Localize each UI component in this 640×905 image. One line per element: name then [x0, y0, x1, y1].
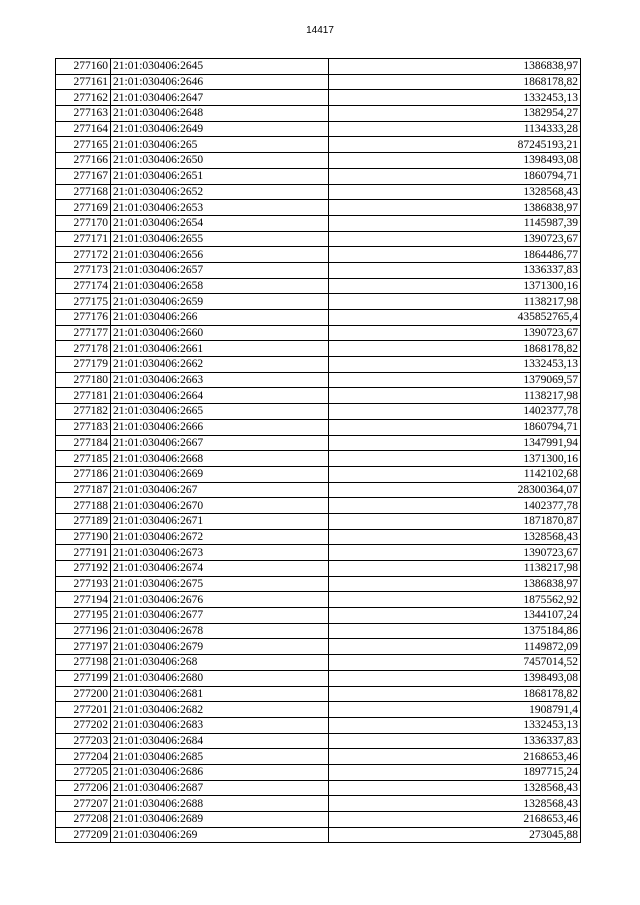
cadastral-number: 21:01:030406:2677	[111, 608, 329, 624]
table-row	[56, 435, 581, 451]
cadastral-number: 21:01:030406:2689	[111, 812, 329, 828]
row-number: 277202	[56, 717, 111, 733]
table-row	[56, 670, 581, 686]
cadastral-number: 21:01:030406:2657	[111, 262, 329, 278]
cadastral-value: 1875562,92	[329, 592, 581, 608]
cadastral-value: 1332453,13	[329, 717, 581, 733]
table-row	[56, 686, 581, 702]
row-number: 277197	[56, 639, 111, 655]
table-row	[56, 90, 581, 106]
cadastral-number: 21:01:030406:2662	[111, 357, 329, 373]
row-number: 277191	[56, 545, 111, 561]
row-number: 277161	[56, 74, 111, 90]
table-row	[56, 121, 581, 137]
table-row	[56, 231, 581, 247]
table-row	[56, 74, 581, 90]
cadastral-number: 21:01:030406:2653	[111, 200, 329, 216]
cadastral-number: 21:01:030406:2647	[111, 90, 329, 106]
cadastral-number: 21:01:030406:267	[111, 482, 329, 498]
cadastral-value: 1347991,94	[329, 435, 581, 451]
cadastral-value: 7457014,52	[329, 655, 581, 671]
cadastral-number: 21:01:030406:2666	[111, 419, 329, 435]
cadastral-value: 1336337,83	[329, 733, 581, 749]
cadastral-value: 1390723,67	[329, 325, 581, 341]
row-number: 277195	[56, 608, 111, 624]
row-number: 277169	[56, 200, 111, 216]
cadastral-number: 21:01:030406:268	[111, 655, 329, 671]
cadastral-value: 1145987,39	[329, 215, 581, 231]
table-row	[56, 717, 581, 733]
cadastral-number: 21:01:030406:2679	[111, 639, 329, 655]
cadastral-value: 2168653,46	[329, 749, 581, 765]
cadastral-value: 28300364,07	[329, 482, 581, 498]
row-number: 277180	[56, 372, 111, 388]
cadastral-value: 1868178,82	[329, 686, 581, 702]
cadastral-value: 1332453,13	[329, 90, 581, 106]
cadastral-number: 21:01:030406:2672	[111, 529, 329, 545]
table-row	[56, 592, 581, 608]
table-row	[56, 262, 581, 278]
table-row	[56, 702, 581, 718]
cadastral-value: 1402377,78	[329, 404, 581, 420]
table-row	[56, 153, 581, 169]
cadastral-value: 435852765,4	[329, 310, 581, 326]
cadastral-value: 1386838,97	[329, 576, 581, 592]
table-row	[56, 545, 581, 561]
cadastral-value: 1868178,82	[329, 74, 581, 90]
row-number: 277183	[56, 419, 111, 435]
cadastral-value: 1382954,27	[329, 106, 581, 122]
cadastral-value: 1386838,97	[329, 59, 581, 75]
cadastral-value: 1375184,86	[329, 623, 581, 639]
cadastral-value-table	[55, 58, 581, 843]
cadastral-value: 1371300,16	[329, 451, 581, 467]
cadastral-value: 1328568,43	[329, 796, 581, 812]
cadastral-number: 21:01:030406:265	[111, 137, 329, 153]
table-row	[56, 639, 581, 655]
cadastral-value: 1897715,24	[329, 764, 581, 780]
cadastral-value: 1868178,82	[329, 341, 581, 357]
row-number: 277192	[56, 561, 111, 577]
row-number: 277208	[56, 812, 111, 828]
cadastral-number: 21:01:030406:2659	[111, 294, 329, 310]
cadastral-number: 21:01:030406:2652	[111, 184, 329, 200]
table-row	[56, 466, 581, 482]
row-number: 277209	[56, 827, 111, 843]
cadastral-number: 21:01:030406:2686	[111, 764, 329, 780]
table-row	[56, 341, 581, 357]
row-number: 277188	[56, 498, 111, 514]
row-number: 277177	[56, 325, 111, 341]
cadastral-number: 21:01:030406:2681	[111, 686, 329, 702]
table-row	[56, 764, 581, 780]
row-number: 277187	[56, 482, 111, 498]
cadastral-value: 1142102,68	[329, 466, 581, 482]
table-row	[56, 388, 581, 404]
table-row	[56, 215, 581, 231]
row-number: 277179	[56, 357, 111, 373]
row-number: 277199	[56, 670, 111, 686]
cadastral-number: 21:01:030406:2680	[111, 670, 329, 686]
table-row	[56, 184, 581, 200]
cadastral-number: 21:01:030406:2667	[111, 435, 329, 451]
row-number: 277160	[56, 59, 111, 75]
cadastral-number: 21:01:030406:2650	[111, 153, 329, 169]
cadastral-value: 1864486,77	[329, 247, 581, 263]
cadastral-value: 1332453,13	[329, 357, 581, 373]
table-row	[56, 357, 581, 373]
table-row	[56, 372, 581, 388]
cadastral-number: 21:01:030406:2649	[111, 121, 329, 137]
table-row	[56, 796, 581, 812]
cadastral-number: 21:01:030406:2684	[111, 733, 329, 749]
table-row	[56, 200, 581, 216]
cadastral-value: 1390723,67	[329, 545, 581, 561]
row-number: 277186	[56, 466, 111, 482]
table-row	[56, 608, 581, 624]
cadastral-value: 1371300,16	[329, 278, 581, 294]
cadastral-number: 21:01:030406:2658	[111, 278, 329, 294]
table-row	[56, 812, 581, 828]
cadastral-value: 1328568,43	[329, 780, 581, 796]
row-number: 277163	[56, 106, 111, 122]
table-row	[56, 498, 581, 514]
table-row	[56, 168, 581, 184]
page-number: 14417	[306, 25, 334, 36]
row-number: 277194	[56, 592, 111, 608]
row-number: 277190	[56, 529, 111, 545]
table-row	[56, 576, 581, 592]
cadastral-value: 1908791,4	[329, 702, 581, 718]
row-number: 277175	[56, 294, 111, 310]
cadastral-number: 21:01:030406:2668	[111, 451, 329, 467]
cadastral-number: 21:01:030406:2674	[111, 561, 329, 577]
row-number: 277196	[56, 623, 111, 639]
cadastral-number: 21:01:030406:2654	[111, 215, 329, 231]
cadastral-value: 1138217,98	[329, 294, 581, 310]
table-row	[56, 529, 581, 545]
row-number: 277174	[56, 278, 111, 294]
cadastral-number: 21:01:030406:2687	[111, 780, 329, 796]
cadastral-number: 21:01:030406:266	[111, 310, 329, 326]
cadastral-number: 21:01:030406:2676	[111, 592, 329, 608]
cadastral-value: 1871870,87	[329, 513, 581, 529]
cadastral-value: 2168653,46	[329, 812, 581, 828]
cadastral-number: 21:01:030406:2682	[111, 702, 329, 718]
cadastral-value: 1149872,09	[329, 639, 581, 655]
row-number: 277189	[56, 513, 111, 529]
cadastral-number: 21:01:030406:2648	[111, 106, 329, 122]
row-number: 277182	[56, 404, 111, 420]
table-row	[56, 451, 581, 467]
row-number: 277181	[56, 388, 111, 404]
cadastral-number: 21:01:030406:2675	[111, 576, 329, 592]
cadastral-number: 21:01:030406:2670	[111, 498, 329, 514]
row-number: 277200	[56, 686, 111, 702]
row-number: 277172	[56, 247, 111, 263]
cadastral-value: 87245193,21	[329, 137, 581, 153]
cadastral-number: 21:01:030406:269	[111, 827, 329, 843]
table-row	[56, 749, 581, 765]
cadastral-number: 21:01:030406:2646	[111, 74, 329, 90]
cadastral-number: 21:01:030406:2673	[111, 545, 329, 561]
cadastral-number: 21:01:030406:2663	[111, 372, 329, 388]
cadastral-value: 1402377,78	[329, 498, 581, 514]
cadastral-value: 1344107,24	[329, 608, 581, 624]
table-row	[56, 106, 581, 122]
cadastral-number: 21:01:030406:2678	[111, 623, 329, 639]
cadastral-value: 1398493,08	[329, 153, 581, 169]
row-number: 277206	[56, 780, 111, 796]
cadastral-number: 21:01:030406:2664	[111, 388, 329, 404]
table-row	[56, 513, 581, 529]
cadastral-number: 21:01:030406:2651	[111, 168, 329, 184]
cadastral-number: 21:01:030406:2671	[111, 513, 329, 529]
table-row	[56, 733, 581, 749]
cadastral-value: 273045,88	[329, 827, 581, 843]
row-number: 277198	[56, 655, 111, 671]
cadastral-value: 1328568,43	[329, 529, 581, 545]
table-body	[56, 59, 581, 843]
table-row	[56, 482, 581, 498]
cadastral-value: 1860794,71	[329, 419, 581, 435]
row-number: 277204	[56, 749, 111, 765]
cadastral-value: 1386838,97	[329, 200, 581, 216]
cadastral-value: 1134333,28	[329, 121, 581, 137]
table-row	[56, 325, 581, 341]
cadastral-number: 21:01:030406:2661	[111, 341, 329, 357]
cadastral-value: 1328568,43	[329, 184, 581, 200]
table-row	[56, 404, 581, 420]
row-number: 277201	[56, 702, 111, 718]
cadastral-value: 1138217,98	[329, 388, 581, 404]
row-number: 277193	[56, 576, 111, 592]
cadastral-value: 1390723,67	[329, 231, 581, 247]
cadastral-number: 21:01:030406:2655	[111, 231, 329, 247]
row-number: 277167	[56, 168, 111, 184]
row-number: 277176	[56, 310, 111, 326]
cadastral-value: 1398493,08	[329, 670, 581, 686]
table-row	[56, 827, 581, 843]
cadastral-number: 21:01:030406:2656	[111, 247, 329, 263]
row-number: 277185	[56, 451, 111, 467]
row-number: 277207	[56, 796, 111, 812]
table-row	[56, 419, 581, 435]
cadastral-value: 1138217,98	[329, 561, 581, 577]
cadastral-number: 21:01:030406:2669	[111, 466, 329, 482]
table-row	[56, 780, 581, 796]
row-number: 277164	[56, 121, 111, 137]
cadastral-value: 1860794,71	[329, 168, 581, 184]
table-row	[56, 294, 581, 310]
row-number: 277205	[56, 764, 111, 780]
row-number: 277166	[56, 153, 111, 169]
cadastral-number: 21:01:030406:2645	[111, 59, 329, 75]
row-number: 277178	[56, 341, 111, 357]
cadastral-number: 21:01:030406:2665	[111, 404, 329, 420]
row-number: 277184	[56, 435, 111, 451]
row-number: 277170	[56, 215, 111, 231]
cadastral-number: 21:01:030406:2685	[111, 749, 329, 765]
table-row	[56, 623, 581, 639]
cadastral-value: 1336337,83	[329, 262, 581, 278]
row-number: 277173	[56, 262, 111, 278]
table-row	[56, 59, 581, 75]
table-row	[56, 247, 581, 263]
cadastral-number: 21:01:030406:2660	[111, 325, 329, 341]
row-number: 277168	[56, 184, 111, 200]
table-row	[56, 561, 581, 577]
row-number: 277162	[56, 90, 111, 106]
table-row	[56, 137, 581, 153]
cadastral-number: 21:01:030406:2683	[111, 717, 329, 733]
table-row	[56, 310, 581, 326]
row-number: 277203	[56, 733, 111, 749]
row-number: 277165	[56, 137, 111, 153]
cadastral-value: 1379069,57	[329, 372, 581, 388]
row-number: 277171	[56, 231, 111, 247]
cadastral-number: 21:01:030406:2688	[111, 796, 329, 812]
table-row	[56, 655, 581, 671]
table-row	[56, 278, 581, 294]
